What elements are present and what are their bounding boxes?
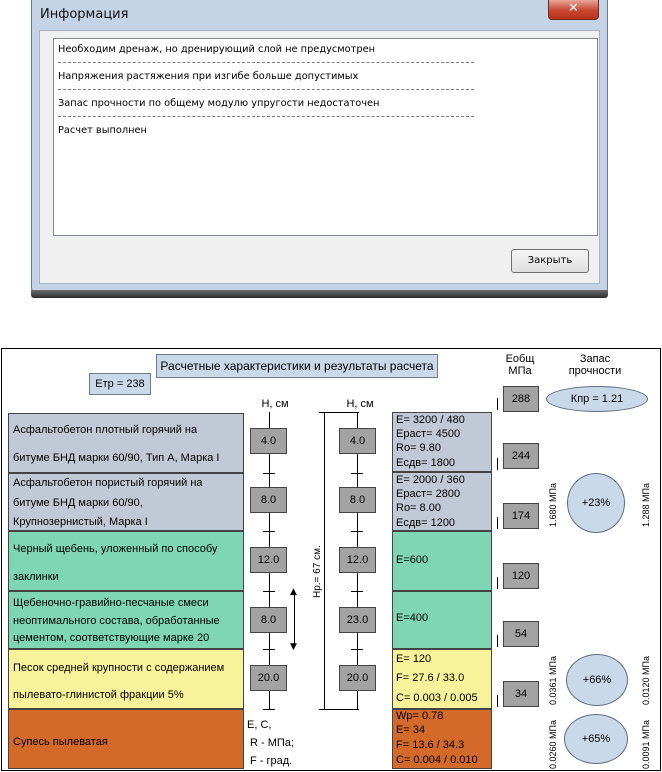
hp-dimension-tick — [319, 709, 359, 710]
layer-3-calc-thickness: 12.0 — [339, 547, 376, 573]
layer-1-thickness: 4.0 — [250, 428, 287, 454]
strength-right-label: 0.0120 МПа — [641, 656, 651, 705]
message-divider — [58, 116, 474, 117]
scheme-title: Расчетные характеристики и результаты расчета — [156, 354, 438, 378]
strength-ellipse-1: +23% — [567, 473, 625, 533]
hp-dimension-line — [324, 412, 325, 710]
eobsh-arrow-icon — [497, 398, 498, 410]
message-item: Расчет выполнен — [58, 125, 147, 136]
column-header-eobsh: Еобщ МПа — [505, 353, 535, 377]
h-axis-tick — [263, 591, 275, 592]
message-item: Необходим дренаж, но дренирующий слой не предусмотрен — [58, 44, 376, 55]
layer-6: Супесь пылеватая — [8, 709, 244, 769]
strength-left-label: 0.0361 МПа — [548, 656, 558, 705]
h-calc-axis-tick — [351, 649, 363, 650]
legend-line: R - МПа; — [250, 737, 294, 749]
top-eobsh: 288 — [503, 386, 539, 412]
column-header-h: Н, см — [261, 398, 289, 410]
message-item: Напряжения растяжения при изгибе больше допустимых — [58, 71, 359, 82]
h-axis-tick — [263, 531, 275, 532]
strength-ellipse-2: +66% — [566, 654, 628, 706]
layer-5: Песок средней крупности с содержанием пылевато-глинистой фракции 5% — [8, 649, 244, 709]
eobsh-arrow-icon — [497, 695, 498, 707]
message-item: Запас прочности по общему модулю упругости недостаточен — [58, 98, 380, 109]
h-axis-tick — [263, 649, 275, 650]
double-arrow-icon — [294, 594, 295, 646]
message-divider — [58, 62, 474, 63]
layer-2-thickness: 8.0 — [250, 487, 287, 513]
h-calc-axis-tick — [351, 531, 363, 532]
message-divider — [58, 89, 474, 90]
layer-3-properties: E=600 — [392, 531, 492, 591]
dialog-title: Информация — [40, 7, 129, 22]
strength-left-label: 0.0260 МПа — [548, 720, 558, 769]
layer-4-eobsh: 54 — [503, 621, 539, 647]
strength-ellipse-3: +65% — [564, 714, 628, 764]
strength-right-label: 1.288 МПа — [641, 483, 651, 527]
arrow-down-icon: ▼ — [290, 642, 297, 652]
layer-1-eobsh: 244 — [503, 443, 539, 469]
hp-label: Нр.= 67 см. — [312, 545, 323, 598]
layer-5-properties: E= 120 F= 27.6 / 33.0 C= 0.003 / 0.005 — [392, 649, 492, 709]
layer-1: Асфальтобетон плотный горячий на битуме БНД марки 60/90, Тип А, Марка I — [8, 413, 244, 473]
eobsh-arrow-icon — [497, 517, 498, 529]
message-list[interactable] — [53, 38, 598, 236]
legend-line: F - град. — [250, 755, 293, 767]
layer-2-properties: E= 2000 / 360 Ераст= 2800 Ro= 8.00 Eсдв= 1200 — [392, 472, 492, 531]
eobsh-arrow-icon — [497, 458, 498, 470]
layer-1-calc-thickness: 4.0 — [339, 428, 376, 454]
layer-3: Черный щебень, уложенный по способу заклинки — [8, 531, 244, 591]
layer-4: Щебеночно-гравийно-песчаные смеси неоптимального состава, обработанные цементом, соответствующие марке 20 — [8, 591, 244, 649]
layer-2-eobsh: 174 — [503, 503, 539, 529]
h-calc-axis-tick — [351, 591, 363, 592]
legend-line: E, C, — [247, 719, 272, 731]
eobsh-arrow-icon — [497, 577, 498, 589]
strength-left-label: 1.680 МПа — [548, 483, 558, 527]
h-axis-tick — [263, 709, 275, 710]
layer-2: Асфальтобетон пористый горячий на битуме БНД марки 60/90, Крупнозернистый, Марка I — [8, 473, 244, 531]
layer-3-thickness: 12.0 — [250, 547, 287, 573]
layer-6-properties: Wp= 0.78 E= 34 F= 13.6 / 34.3 C= 0.004 / 0.010 — [392, 709, 492, 769]
layer-5-calc-thickness: 20.0 — [339, 665, 376, 691]
layer-4-thickness: 8.0 — [250, 607, 287, 633]
close-button[interactable]: Закрыть — [511, 249, 589, 273]
h-axis-tick — [263, 473, 275, 474]
layer-1-properties: E= 3200 / 480 Ераст= 4500 Ro= 9.80 Eсдв= 1800 — [392, 412, 492, 472]
layer-4-properties: E=400 — [392, 591, 492, 649]
h-calc-axis-tick — [351, 473, 363, 474]
column-header-h-calc: Н, см — [346, 398, 374, 410]
layer-4-calc-thickness: 23.0 — [339, 607, 376, 633]
kpr-ellipse: Кпр = 1.21 — [546, 386, 648, 412]
layer-3-eobsh: 120 — [503, 563, 539, 589]
etr-value: Етр = 238 — [89, 373, 151, 395]
layer-5-eobsh: 34 — [503, 681, 539, 707]
hp-dimension-tick — [319, 412, 359, 413]
eobsh-arrow-icon — [497, 635, 498, 647]
layer-2-calc-thickness: 8.0 — [339, 487, 376, 513]
strength-right-label: 0.0091 МПа — [641, 720, 651, 769]
layer-5-thickness: 20.0 — [250, 665, 287, 691]
arrow-up-icon: ▲ — [290, 587, 297, 597]
dialog-bottom-strip — [31, 290, 608, 298]
column-header-zapas: Запас прочности — [568, 353, 622, 377]
close-icon[interactable]: ✕ — [548, 0, 599, 20]
